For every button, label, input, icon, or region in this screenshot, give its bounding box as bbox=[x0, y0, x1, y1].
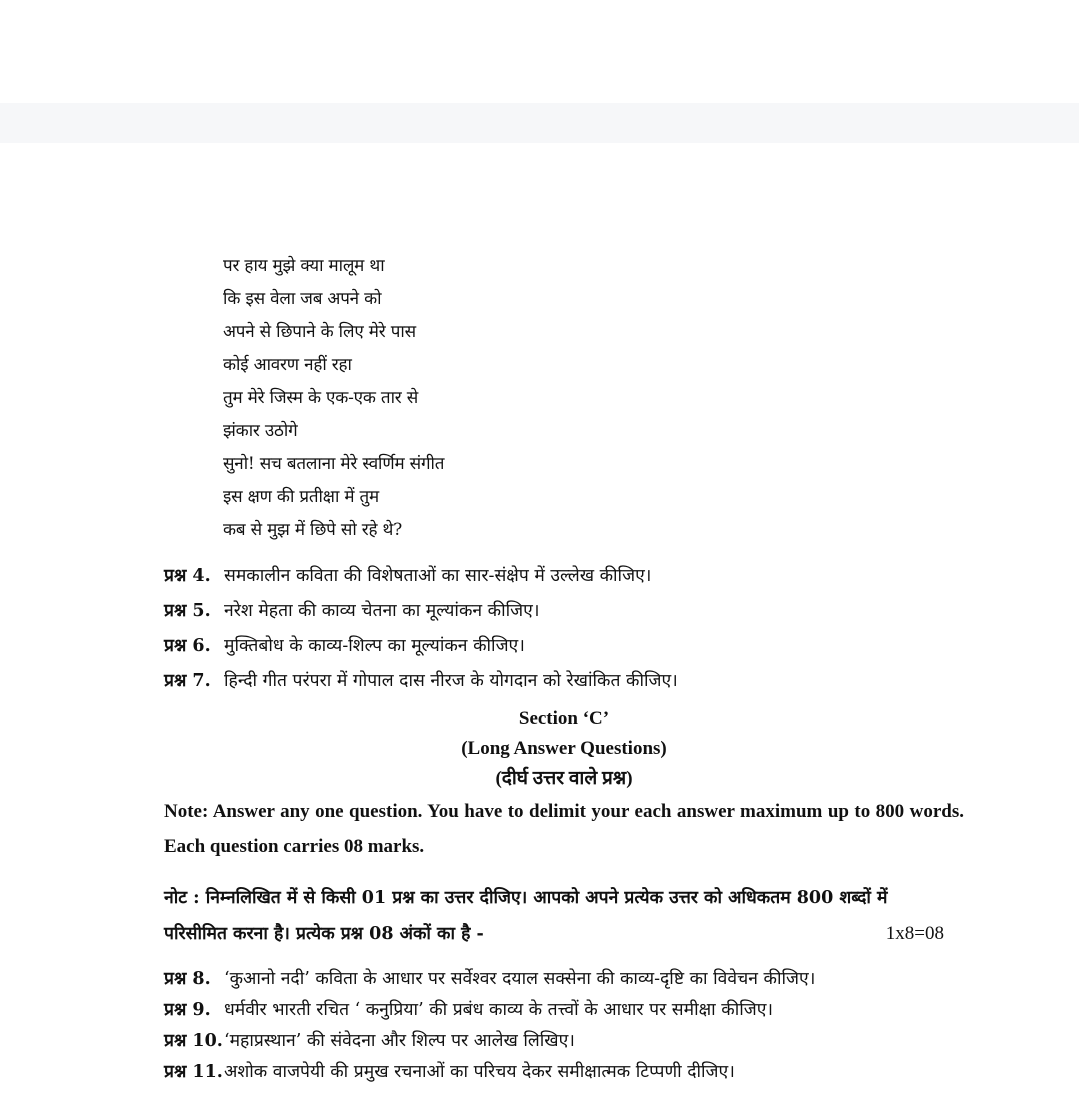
section-title: Section ‘C’ bbox=[518, 708, 610, 729]
question-list-b bbox=[164, 563, 1014, 703]
poem-line: कि इस वेला जब अपने को bbox=[223, 289, 382, 309]
question-number: प्रश्न 10. bbox=[164, 1031, 223, 1051]
question-text: ‘कुआनो नदी’ कविता के आधार पर सर्वेश्वर दयाल सक्सेना की काव्य-दृष्टि का विवेचन कीजिए। bbox=[224, 969, 816, 989]
question-text: अशोक वाजपेयी की प्रमुख रचनाओं का परिचय देकर समीक्षात्मक टिप्पणी दीजिए। bbox=[224, 1062, 735, 1082]
section-c-heading bbox=[164, 704, 964, 794]
poem-line: इस क्षण की प्रतीक्षा में तुम bbox=[223, 487, 379, 507]
question-item bbox=[164, 598, 1014, 633]
note-hindi bbox=[164, 880, 964, 952]
question-text: हिन्दी गीत परंपरा में गोपाल दास नीरज के योगदान को रेखांकित कीजिए। bbox=[224, 671, 678, 691]
poem-line: कब से मुझ में छिपे सो रहे थे? bbox=[223, 520, 403, 540]
question-number: प्रश्न 9. bbox=[164, 1000, 211, 1020]
question-item bbox=[164, 1059, 1014, 1090]
question-text: धर्मवीर भारती रचित ‘ कनुप्रिया’ की प्रबंध काव्य के तत्त्वों के आधार पर समीक्षा कीजिए। bbox=[224, 1000, 774, 1020]
question-item bbox=[164, 633, 1014, 668]
question-text: मुक्तिबोध के काव्य-शिल्प का मूल्यांकन कीजिए। bbox=[224, 636, 525, 656]
question-text: समकालीन कविता की विशेषताओं का सार-संक्षेप में उल्लेख कीजिए। bbox=[224, 566, 652, 586]
marks-scheme: 1x8=08 bbox=[885, 923, 944, 944]
question-item bbox=[164, 1028, 1014, 1059]
section-subtitle-hindi: (दीर्घ उत्तर वाले प्रश्न) bbox=[495, 768, 633, 789]
question-item bbox=[164, 997, 1014, 1028]
question-text: ‘महाप्रस्थान’ की संवेदना और शिल्प पर आलेख लिखिए। bbox=[224, 1031, 575, 1051]
question-item bbox=[164, 668, 1014, 703]
question-number: प्रश्न 5. bbox=[164, 601, 211, 621]
poem-line: पर हाय मुझे क्या मालूम था bbox=[223, 256, 385, 276]
poem-line: झंकार उठोगे bbox=[223, 421, 298, 441]
question-number: प्रश्न 11. bbox=[164, 1062, 223, 1082]
poem-line: सुनो! सच बतलाना मेरे स्वर्णिम संगीत bbox=[223, 454, 445, 474]
question-text: नरेश मेहता की काव्य चेतना का मूल्यांकन कीजिए। bbox=[224, 601, 540, 621]
poem-line: तुम मेरे जिस्म के एक-एक तार से bbox=[223, 388, 419, 408]
note-hindi-line-2-row bbox=[164, 916, 964, 952]
note-english: Note: Answer any one question. You have to delimit your each answer maximum up to 800 words. Each question carries 08 marks. bbox=[164, 801, 964, 857]
question-item bbox=[164, 966, 1014, 997]
poem-excerpt bbox=[223, 250, 743, 547]
question-number: प्रश्न 4. bbox=[164, 566, 211, 586]
note-hindi-line-2: परिसीमित करना है। प्रत्येक प्रश्न 08 अंकों का है - bbox=[164, 924, 484, 944]
question-number: प्रश्न 8. bbox=[164, 969, 211, 989]
note-hindi-line-1: नोट : निम्नलिखित में से किसी 01 प्रश्न का उत्तर दीजिए। आपको अपने प्रत्येक उत्तर को अधिकतम 800 शब्दों में bbox=[164, 888, 888, 908]
question-number: प्रश्न 7. bbox=[164, 671, 211, 691]
question-list-c bbox=[164, 966, 1014, 1090]
question-number: प्रश्न 6. bbox=[164, 636, 211, 656]
section-subtitle-english: (Long Answer Questions) bbox=[461, 738, 667, 759]
question-item bbox=[164, 563, 1014, 598]
poem-line: अपने से छिपाने के लिए मेरे पास bbox=[223, 322, 416, 342]
poem-line: कोई आवरण नहीं रहा bbox=[223, 355, 352, 375]
